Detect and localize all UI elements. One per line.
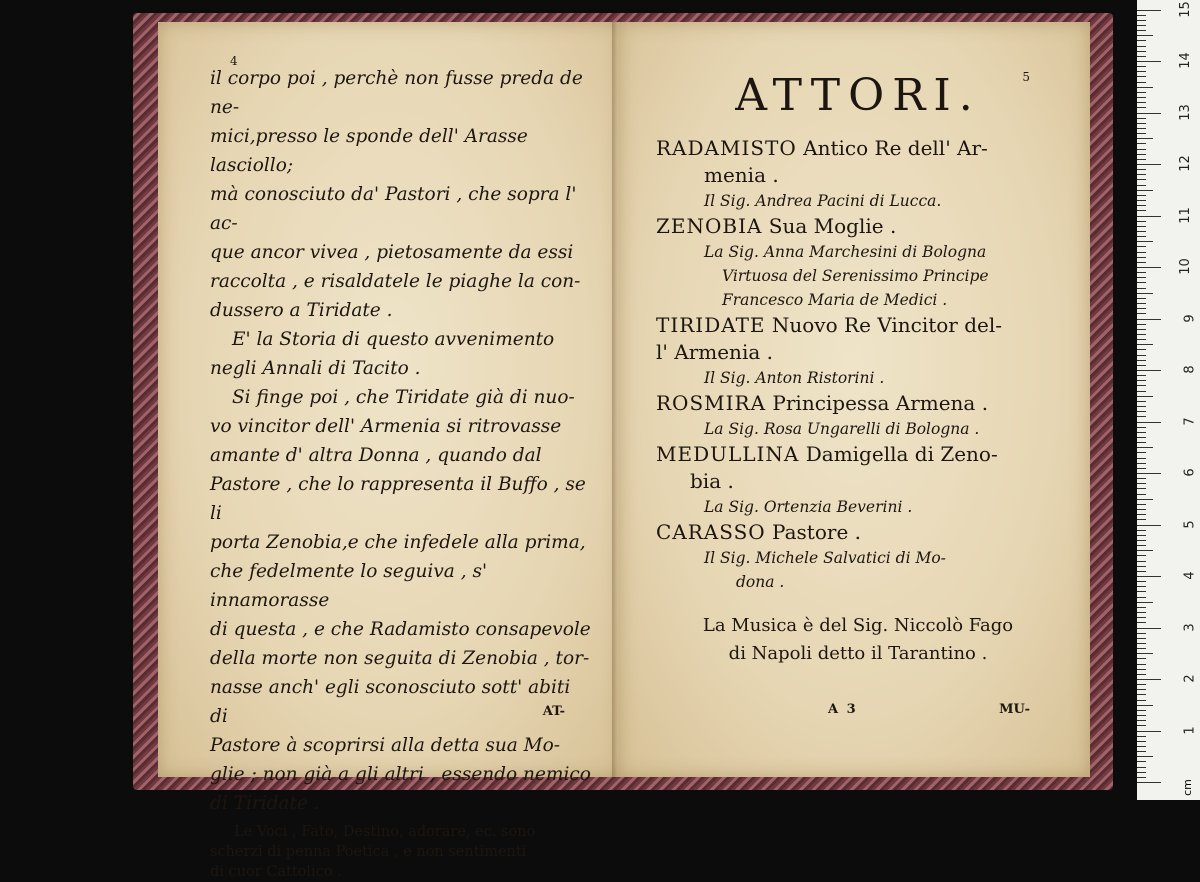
ruler-tick bbox=[1137, 473, 1161, 474]
ruler-tick bbox=[1137, 221, 1146, 222]
ruler-tick bbox=[1137, 442, 1146, 443]
singer-name: La Sig. Rosa Ungarelli di Bologna . bbox=[704, 420, 980, 438]
singer-name: Il Sig. Michele Salvatici di Mo- bbox=[704, 549, 946, 567]
ruler-tick bbox=[1137, 535, 1146, 536]
ruler-tick bbox=[1137, 782, 1161, 783]
ruler-tick bbox=[1137, 298, 1146, 299]
ruler-tick bbox=[1137, 97, 1146, 98]
text-line: della morte non seguita di Zenobia , tor- bbox=[210, 648, 590, 669]
ruler-tick bbox=[1137, 561, 1146, 562]
ruler-tick bbox=[1137, 488, 1146, 489]
ruler-tick bbox=[1137, 324, 1146, 325]
ruler-tick bbox=[1137, 658, 1146, 659]
ruler-label: 15 bbox=[1178, 0, 1194, 18]
ruler-tick bbox=[1137, 252, 1146, 253]
ruler-tick bbox=[1137, 355, 1146, 356]
ruler-tick bbox=[1137, 478, 1146, 479]
role-name: TIRIDATE bbox=[656, 313, 766, 337]
ruler-tick bbox=[1137, 25, 1146, 26]
ruler-tick bbox=[1137, 602, 1153, 603]
ruler-tick bbox=[1137, 282, 1146, 283]
role-name: RADAMISTO bbox=[656, 136, 797, 160]
singer-name: La Sig. Ortenzia Beverini . bbox=[704, 498, 913, 516]
ruler-tick bbox=[1137, 525, 1161, 526]
ruler-label: 7 bbox=[1182, 416, 1198, 426]
ruler-tick bbox=[1137, 483, 1146, 484]
music-line: La Musica è del Sig. Niccolò Fago bbox=[702, 615, 1014, 636]
ruler-tick bbox=[1137, 756, 1153, 757]
ruler-tick bbox=[1137, 597, 1146, 598]
ruler-tick bbox=[1137, 231, 1146, 232]
ruler-label: 6 bbox=[1182, 468, 1198, 477]
ruler-tick bbox=[1137, 138, 1153, 139]
singer-title: Francesco Maria de Medici . bbox=[722, 291, 948, 309]
ruler-tick bbox=[1137, 102, 1146, 103]
role-description: Damigella di Zeno- bbox=[799, 442, 998, 466]
ruler-tick bbox=[1137, 385, 1146, 386]
role-name: ROSMIRA bbox=[656, 391, 767, 415]
role-description: Sua Moglie . bbox=[762, 214, 897, 238]
ruler-tick bbox=[1137, 380, 1146, 381]
right-page bbox=[618, 22, 1090, 777]
ruler-tick bbox=[1137, 746, 1146, 747]
ruler-label: 9 bbox=[1182, 313, 1198, 323]
ruler-tick bbox=[1137, 566, 1146, 567]
note-line: Le Voci , Fato, Destino, adorare, ec. sono bbox=[234, 824, 536, 840]
ruler-tick bbox=[1137, 767, 1146, 768]
text-line: negli Annali di Tacito . bbox=[210, 358, 421, 379]
ruler-tick bbox=[1137, 540, 1146, 541]
ruler-tick bbox=[1137, 303, 1146, 304]
ruler-tick bbox=[1137, 267, 1161, 268]
text-line: di Tiridate . bbox=[210, 793, 320, 814]
ruler-tick bbox=[1137, 761, 1146, 762]
ruler-tick bbox=[1137, 463, 1146, 464]
ruler-label: 1 bbox=[1182, 725, 1198, 735]
page-title: ATTORI. bbox=[735, 70, 981, 121]
ruler-tick bbox=[1137, 313, 1146, 314]
ruler-tick bbox=[1137, 731, 1161, 732]
ruler-tick bbox=[1137, 123, 1146, 124]
ruler-tick bbox=[1137, 15, 1146, 16]
ruler-tick bbox=[1137, 612, 1146, 613]
ruler-label: 3 bbox=[1182, 622, 1198, 632]
ruler-tick bbox=[1137, 61, 1161, 62]
ruler-tick bbox=[1137, 664, 1146, 665]
role-continuation: l' Armenia . bbox=[656, 340, 773, 364]
role-description: Nuovo Re Vincitor del- bbox=[765, 313, 1003, 337]
ruler-tick bbox=[1137, 92, 1146, 93]
text-line: E' la Storia di questo avvenimento bbox=[232, 329, 555, 350]
music-line: di Napoli detto il Tarantino . bbox=[728, 643, 988, 664]
ruler-tick bbox=[1137, 530, 1146, 531]
ruler-tick bbox=[1137, 190, 1153, 191]
ruler-tick bbox=[1137, 159, 1146, 160]
text-line: nasse anch' egli sconosciuto sott' abiti di bbox=[210, 677, 571, 727]
singer-name: La Sig. Anna Marchesini di Bologna bbox=[704, 243, 987, 261]
text-line: mà conosciuto da' Pastori , che sopra l' ac- bbox=[210, 184, 577, 234]
ruler-tick bbox=[1137, 365, 1146, 366]
ruler-tick bbox=[1137, 344, 1153, 345]
ruler-tick bbox=[1137, 689, 1146, 690]
ruler-tick bbox=[1137, 154, 1146, 155]
cast-entry bbox=[656, 390, 1060, 441]
footnote bbox=[210, 822, 591, 882]
ruler-tick bbox=[1137, 499, 1153, 500]
ruler-tick bbox=[1137, 427, 1146, 428]
role-line bbox=[656, 213, 1060, 240]
singer-name-continuation: dona . bbox=[736, 573, 785, 591]
ruler-label: 14 bbox=[1178, 52, 1194, 69]
ruler-unit: cm bbox=[1181, 779, 1195, 796]
ruler-tick bbox=[1137, 200, 1146, 201]
ruler-tick bbox=[1137, 545, 1146, 546]
ruler-tick bbox=[1137, 751, 1146, 752]
catchword-left: AT- bbox=[542, 704, 565, 719]
signature-mark: A 3 bbox=[828, 702, 858, 717]
ruler-tick bbox=[1137, 571, 1146, 572]
ruler-tick bbox=[1137, 216, 1161, 217]
text-line: Pastore à scoprirsi alla detta sua Mo- bbox=[210, 735, 561, 756]
cast-entry bbox=[656, 312, 1060, 390]
text-line: Si finge poi , che Tiridate già di nuo- bbox=[232, 387, 575, 408]
ruler-tick bbox=[1137, 262, 1146, 263]
ruler-tick bbox=[1137, 66, 1146, 67]
ruler-tick bbox=[1137, 143, 1146, 144]
ruler-tick bbox=[1137, 401, 1146, 402]
note-line: scherzi di penna Poetica , e non sentimenti bbox=[210, 844, 527, 860]
role-line bbox=[656, 312, 1060, 339]
ruler-tick bbox=[1137, 710, 1146, 711]
text-line: Pastore , che lo rappresenta il Buffo , se li bbox=[210, 474, 586, 524]
ruler-tick bbox=[1137, 20, 1146, 21]
ruler-tick bbox=[1137, 179, 1146, 180]
role-continuation: bia . bbox=[690, 469, 734, 493]
ruler-tick bbox=[1137, 447, 1153, 448]
ruler-tick bbox=[1137, 684, 1146, 685]
ruler-tick bbox=[1137, 674, 1146, 675]
ruler-tick bbox=[1137, 226, 1146, 227]
ruler-label: 10 bbox=[1178, 258, 1194, 275]
ruler-tick bbox=[1137, 519, 1146, 520]
ruler-tick bbox=[1137, 669, 1146, 670]
ruler-tick bbox=[1137, 118, 1146, 119]
ruler-tick bbox=[1137, 360, 1146, 361]
role-line bbox=[656, 390, 1060, 417]
ruler-tick bbox=[1137, 71, 1146, 72]
left-page bbox=[158, 22, 621, 880]
ruler-tick bbox=[1137, 452, 1146, 453]
page-number-left: 4 bbox=[230, 54, 238, 68]
ruler-tick bbox=[1137, 617, 1146, 618]
cast-entry bbox=[656, 441, 1060, 519]
ruler-tick bbox=[1137, 174, 1146, 175]
ruler-tick bbox=[1137, 494, 1146, 495]
catchword-right: MU- bbox=[999, 702, 1030, 717]
ruler-tick bbox=[1137, 241, 1153, 242]
page-number-right: 5 bbox=[1022, 70, 1030, 84]
ruler-tick bbox=[1137, 113, 1161, 114]
ruler-tick bbox=[1137, 87, 1153, 88]
ruler-tick bbox=[1137, 458, 1146, 459]
ruler-tick bbox=[1137, 514, 1146, 515]
ruler-tick bbox=[1137, 437, 1146, 438]
ruler-label: 2 bbox=[1182, 674, 1198, 683]
ruler-tick bbox=[1137, 277, 1146, 278]
ruler-tick bbox=[1137, 205, 1146, 206]
role-name: CARASSO bbox=[656, 520, 766, 544]
ruler-tick bbox=[1137, 715, 1146, 716]
ruler-tick bbox=[1137, 164, 1161, 165]
role-name: ZENOBIA bbox=[656, 214, 763, 238]
ruler-tick bbox=[1137, 30, 1146, 31]
text-line: amante d' altra Donna , quando dal bbox=[210, 445, 542, 466]
ruler-tick bbox=[1137, 772, 1146, 773]
ruler-tick bbox=[1137, 10, 1161, 11]
ruler-label: 8 bbox=[1182, 365, 1198, 374]
left-page-text bbox=[210, 64, 591, 818]
ruler-tick bbox=[1137, 555, 1146, 556]
ruler-tick bbox=[1137, 195, 1146, 196]
ruler-tick bbox=[1137, 581, 1146, 582]
ruler-tick bbox=[1137, 591, 1146, 592]
ruler-tick bbox=[1137, 51, 1146, 52]
role-line bbox=[656, 441, 1060, 468]
ruler-tick bbox=[1137, 349, 1146, 350]
ruler-tick bbox=[1137, 76, 1146, 77]
ruler-tick bbox=[1137, 40, 1146, 41]
measurement-ruler bbox=[1137, 0, 1200, 800]
ruler-tick bbox=[1137, 236, 1146, 237]
ruler-tick bbox=[1137, 272, 1146, 273]
ruler-tick bbox=[1137, 288, 1146, 289]
text-line: che fedelmente lo seguiva , s' innamorasse bbox=[210, 561, 488, 611]
ruler-tick bbox=[1137, 416, 1146, 417]
ruler-tick bbox=[1137, 576, 1161, 577]
role-line bbox=[656, 519, 1060, 546]
ruler-tick bbox=[1137, 396, 1153, 397]
ruler-tick bbox=[1137, 633, 1146, 634]
ruler-tick bbox=[1137, 210, 1146, 211]
ruler-tick bbox=[1137, 82, 1146, 83]
text-line: di questa , e che Radamisto consapevole bbox=[210, 619, 591, 640]
ruler-tick bbox=[1137, 509, 1146, 510]
ruler-tick bbox=[1137, 736, 1146, 737]
ruler-tick bbox=[1137, 46, 1146, 47]
ruler-tick bbox=[1137, 107, 1146, 108]
ruler-tick bbox=[1137, 370, 1161, 371]
text-line: raccolta , e risaldatele le piaghe la con- bbox=[210, 271, 581, 292]
ruler-label: 11 bbox=[1178, 206, 1194, 224]
music-credit bbox=[656, 612, 1060, 668]
role-description: Pastore . bbox=[765, 520, 861, 544]
ruler-tick bbox=[1137, 257, 1146, 258]
text-line: il corpo poi , perchè non fusse preda de ne- bbox=[210, 68, 583, 118]
singer-name: Il Sig. Andrea Pacini di Lucca. bbox=[704, 192, 942, 210]
cast-entry bbox=[656, 519, 1060, 594]
ruler-tick bbox=[1137, 406, 1146, 407]
ruler-tick bbox=[1137, 705, 1153, 706]
ruler-tick bbox=[1137, 586, 1146, 587]
ruler-tick bbox=[1137, 694, 1146, 695]
ruler-label: 4 bbox=[1182, 571, 1198, 580]
ruler-tick bbox=[1137, 149, 1146, 150]
role-continuation: menia . bbox=[704, 163, 779, 187]
ruler-tick bbox=[1137, 720, 1146, 721]
ruler-tick bbox=[1137, 628, 1161, 629]
ruler-tick bbox=[1137, 422, 1161, 423]
ruler-tick bbox=[1137, 607, 1146, 608]
ruler-tick bbox=[1137, 246, 1146, 247]
ruler-tick bbox=[1137, 622, 1146, 623]
ruler-tick bbox=[1137, 56, 1146, 57]
ruler-tick bbox=[1137, 643, 1146, 644]
ruler-tick bbox=[1137, 411, 1146, 412]
ruler-label: 12 bbox=[1178, 155, 1194, 172]
ruler-tick bbox=[1137, 339, 1146, 340]
text-line: dussero a Tiridate . bbox=[210, 300, 393, 321]
singer-name: Il Sig. Anton Ristorini . bbox=[704, 369, 885, 387]
cast-entry bbox=[656, 213, 1060, 312]
ruler-tick bbox=[1137, 679, 1161, 680]
role-line bbox=[656, 135, 1060, 162]
ruler-tick bbox=[1137, 725, 1146, 726]
ruler-tick bbox=[1137, 375, 1146, 376]
ruler-label: 13 bbox=[1178, 103, 1194, 121]
ruler-tick bbox=[1137, 293, 1153, 294]
ruler-tick bbox=[1137, 504, 1146, 505]
ruler-tick bbox=[1137, 35, 1153, 36]
ruler-tick bbox=[1137, 653, 1153, 654]
role-name: MEDULLINA bbox=[656, 442, 800, 466]
ruler-tick bbox=[1137, 700, 1146, 701]
ruler-tick bbox=[1137, 185, 1146, 186]
ruler-tick bbox=[1137, 741, 1146, 742]
ruler-label: 5 bbox=[1182, 519, 1198, 529]
ruler-tick bbox=[1137, 133, 1146, 134]
text-line: porta Zenobia,e che infedele alla prima, bbox=[210, 532, 586, 553]
ruler-tick bbox=[1137, 391, 1146, 392]
text-line: mici,presso le sponde dell' Arasse lasciollo; bbox=[210, 126, 528, 176]
text-line: que ancor vivea , pietosamente da essi bbox=[210, 242, 574, 263]
ruler-tick bbox=[1137, 432, 1146, 433]
role-description: Principessa Armena . bbox=[766, 391, 989, 415]
text-line: vo vincitor dell' Armenia si ritrovasse bbox=[210, 416, 562, 437]
ruler-tick bbox=[1137, 638, 1146, 639]
ruler-tick bbox=[1137, 308, 1146, 309]
note-line: di cuor Cattolico . bbox=[210, 864, 342, 880]
text-line: glie ; non già a gli altri , essendo nemico bbox=[210, 764, 591, 785]
singer-title: Virtuosa del Serenissimo Principe bbox=[722, 267, 989, 285]
ruler-tick bbox=[1137, 468, 1146, 469]
ruler-tick bbox=[1137, 169, 1146, 170]
ruler-tick bbox=[1137, 334, 1146, 335]
ruler-tick bbox=[1137, 128, 1146, 129]
ruler-tick bbox=[1137, 777, 1146, 778]
role-description: Antico Re dell' Ar- bbox=[796, 136, 988, 160]
ruler-tick bbox=[1137, 319, 1161, 320]
ruler-tick bbox=[1137, 550, 1153, 551]
ruler-tick bbox=[1137, 329, 1146, 330]
ruler-tick bbox=[1137, 648, 1146, 649]
cast-entry bbox=[656, 135, 1060, 213]
